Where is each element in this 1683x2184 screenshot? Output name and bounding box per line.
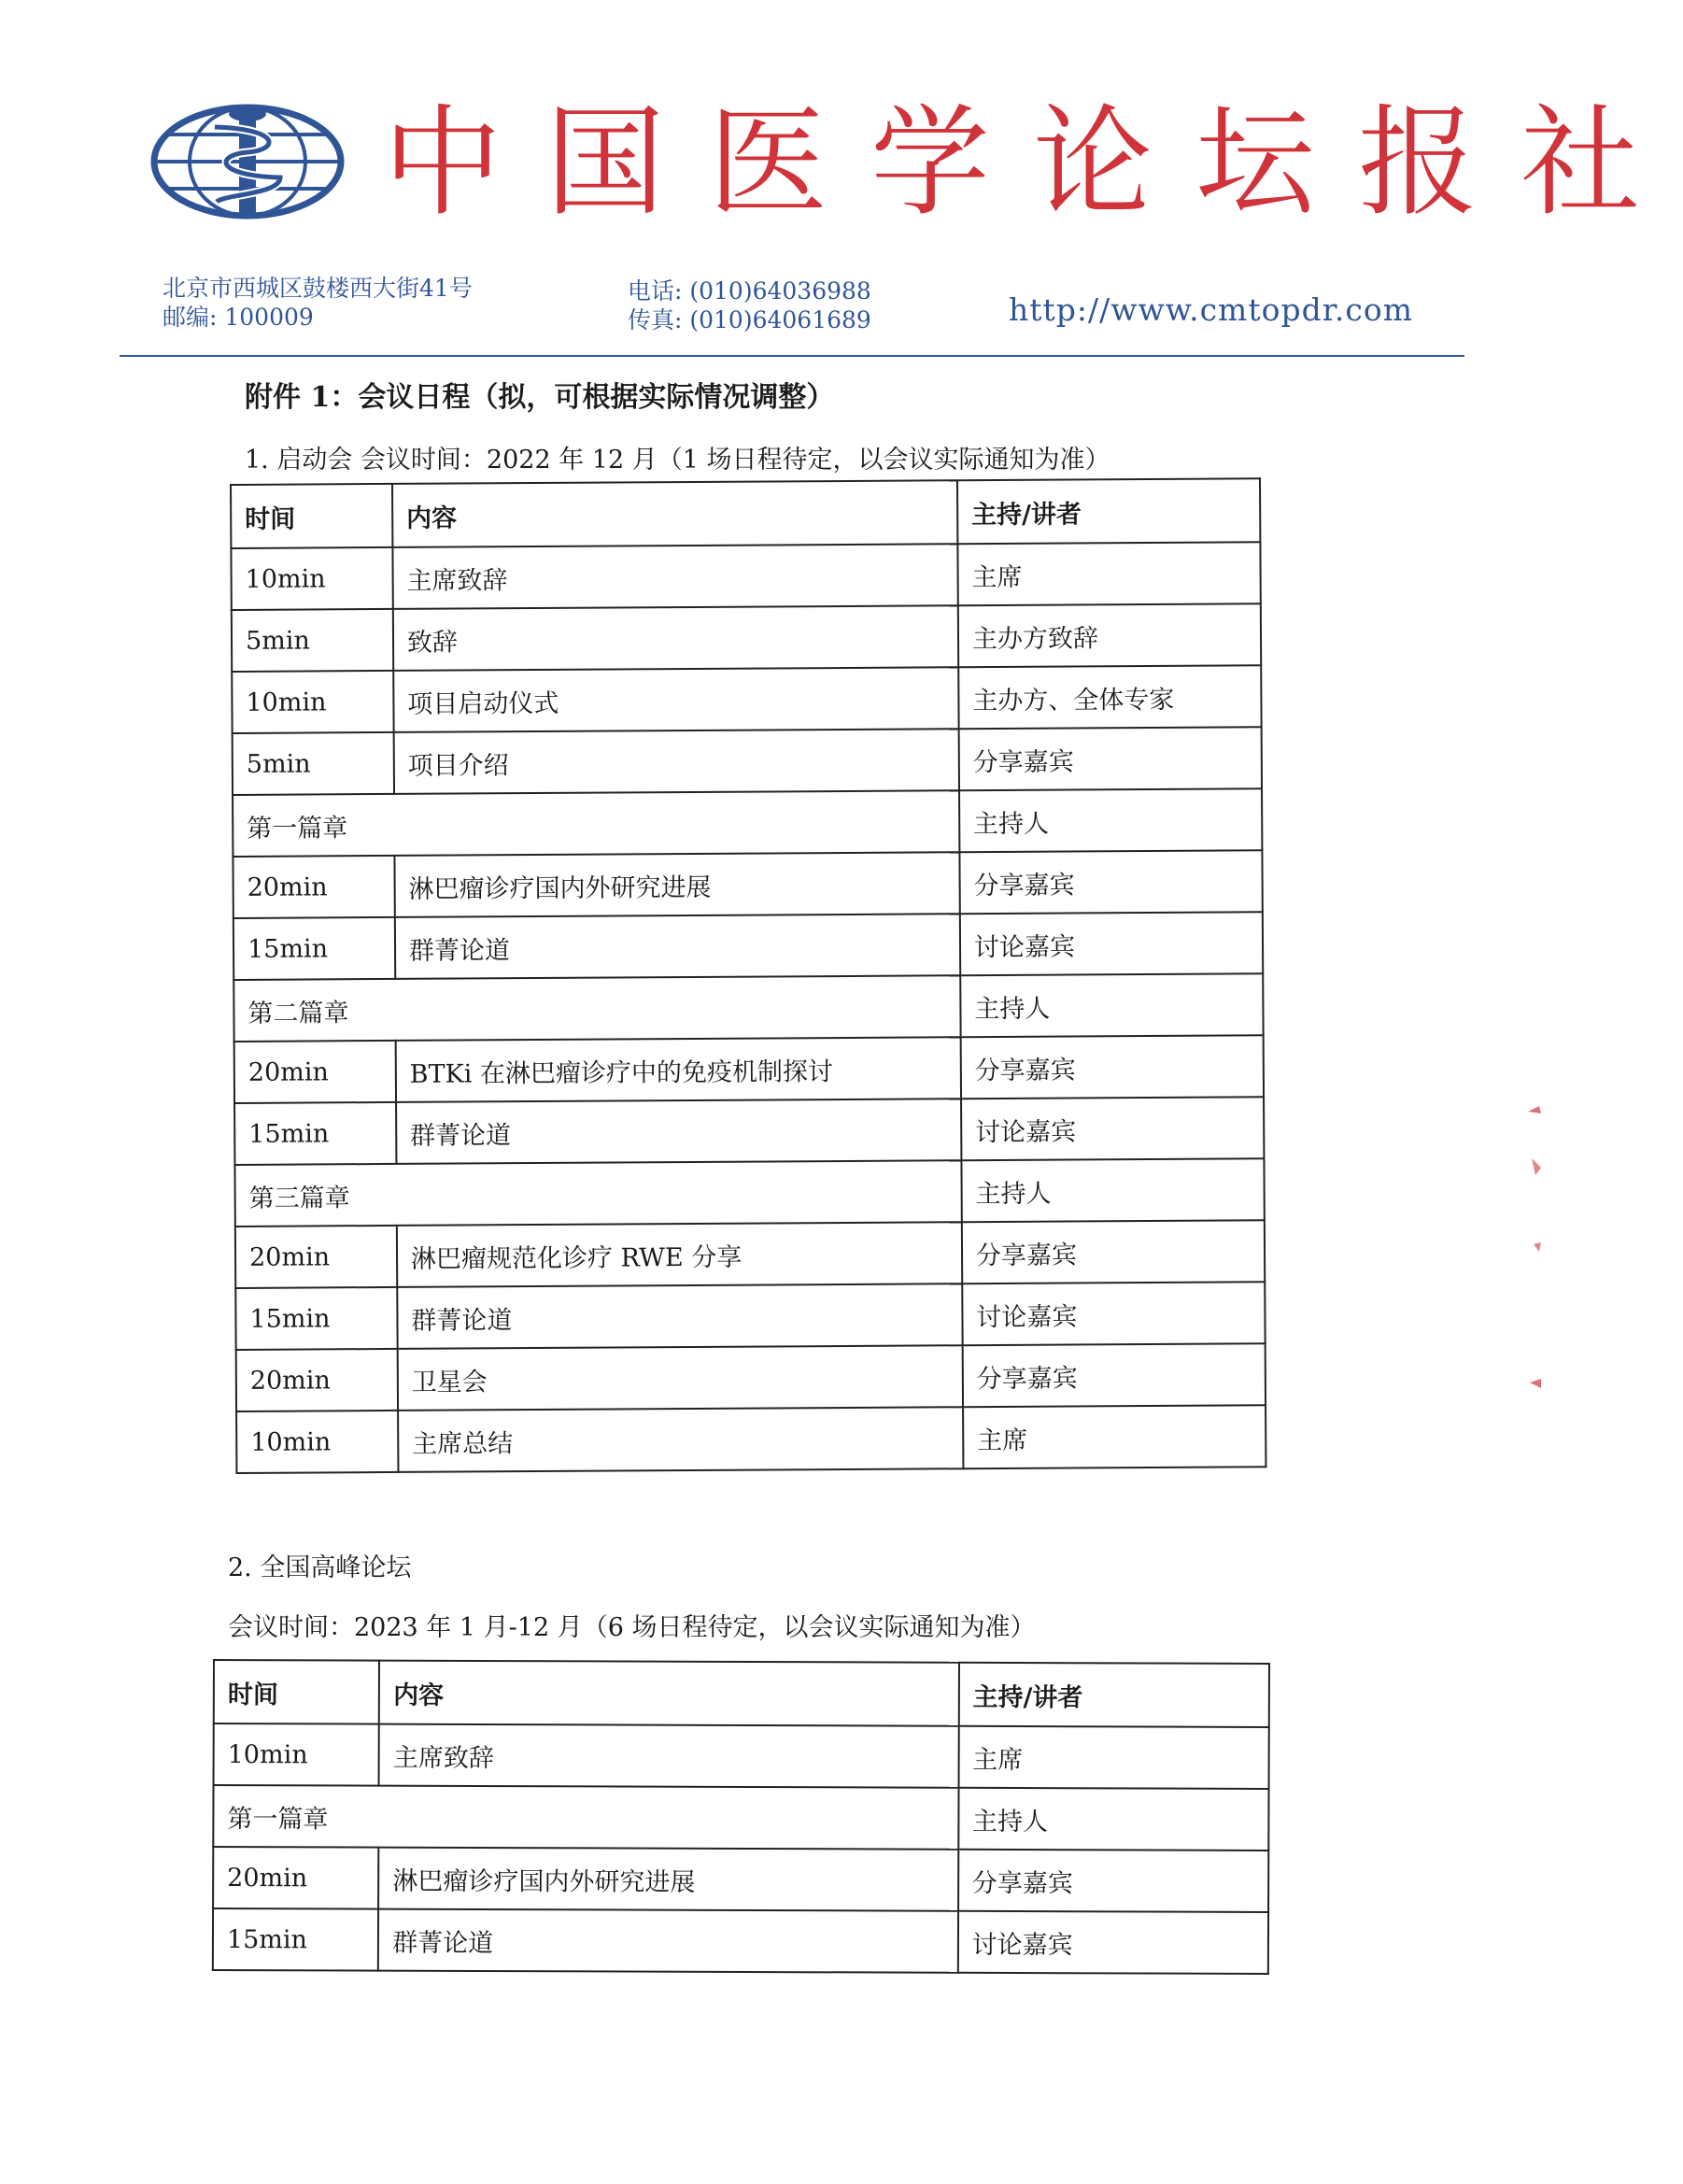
host-header: 主持/讲者 bbox=[958, 1663, 1269, 1727]
host-cell: 分享嘉宾 bbox=[961, 1035, 1265, 1099]
host-cell: 分享嘉宾 bbox=[962, 1220, 1266, 1283]
host-cell: 主席 bbox=[958, 1726, 1269, 1789]
host-cell: 讨论嘉宾 bbox=[962, 1282, 1266, 1345]
table-row bbox=[235, 1282, 1265, 1350]
chapter-label: 第二篇章 bbox=[233, 975, 960, 1042]
host-cell: 分享嘉宾 bbox=[958, 727, 1262, 790]
time-cell: 10min bbox=[236, 1411, 398, 1473]
org-name: 中国医学论坛报社 bbox=[383, 93, 1683, 233]
content-cell: 致辞 bbox=[393, 605, 958, 671]
content-cell: 项目介绍 bbox=[393, 729, 958, 794]
letterhead bbox=[0, 0, 1683, 374]
website-url: http://www.cmtopdr.com bbox=[1009, 291, 1414, 328]
letterhead-divider bbox=[120, 355, 1464, 357]
table-row bbox=[233, 727, 1262, 795]
content-cell: 淋巴瘤诊疗国内外研究进展 bbox=[394, 852, 959, 917]
table-row bbox=[233, 850, 1262, 918]
table-row bbox=[231, 542, 1260, 610]
host-cell: 分享嘉宾 bbox=[958, 1850, 1269, 1912]
host-cell: 主持人 bbox=[958, 1788, 1269, 1851]
host-cell: 分享嘉宾 bbox=[963, 1343, 1266, 1407]
table-row bbox=[214, 1723, 1269, 1789]
host-header: 主持/讲者 bbox=[957, 478, 1261, 544]
host-cell: 主办方致辞 bbox=[958, 603, 1262, 667]
host-cell: 主办方、全体专家 bbox=[958, 665, 1262, 729]
content-cell: 卫星会 bbox=[398, 1345, 963, 1411]
fax: 传真: (010)64061689 bbox=[628, 306, 871, 333]
time-cell: 20min bbox=[233, 856, 394, 918]
table-row bbox=[213, 1847, 1268, 1912]
globe-caduceus-logo-icon bbox=[149, 101, 346, 222]
time-cell: 5min bbox=[232, 609, 393, 672]
host-cell: 主持人 bbox=[961, 1158, 1265, 1222]
content-cell: 淋巴瘤规范化诊疗 RWE 分享 bbox=[397, 1222, 962, 1287]
chapter-label: 第一篇章 bbox=[233, 790, 959, 857]
chapter-row bbox=[233, 973, 1263, 1042]
time-cell: 20min bbox=[213, 1847, 378, 1909]
content-cell: 群菁论道 bbox=[397, 1283, 962, 1349]
table-row bbox=[234, 1097, 1264, 1165]
content-cell: 淋巴瘤诊疗国内外研究进展 bbox=[378, 1848, 958, 1911]
phone: 电话: (010)64036988 bbox=[628, 277, 871, 305]
address: 北京市西城区鼓楼西大街41号 bbox=[163, 275, 473, 302]
time-cell: 10min bbox=[214, 1723, 379, 1786]
postcode: 邮编: 100009 bbox=[163, 304, 314, 331]
host-cell: 主持人 bbox=[960, 973, 1264, 1037]
scan-edge-marks bbox=[1520, 1102, 1544, 1411]
attachment-heading: 附件 1：会议日程（拟，可根据实际情况调整） bbox=[245, 381, 835, 414]
host-cell: 讨论嘉宾 bbox=[961, 1097, 1265, 1160]
content-cell: 群菁论道 bbox=[396, 1099, 961, 1164]
host-cell: 主持人 bbox=[959, 788, 1263, 852]
time-cell: 15min bbox=[213, 1908, 378, 1971]
section2-title: 2. 全国高峰论坛 bbox=[228, 1553, 412, 1582]
section2-schedule-table bbox=[212, 1659, 1270, 1975]
content-cell: 群菁论道 bbox=[378, 1909, 958, 1973]
host-cell: 主席 bbox=[957, 542, 1261, 605]
content-cell: 项目启动仪式 bbox=[393, 667, 958, 732]
time-header: 时间 bbox=[214, 1660, 379, 1724]
chapter-row bbox=[213, 1785, 1268, 1851]
content-cell: 群菁论道 bbox=[395, 914, 960, 979]
time-cell: 10min bbox=[232, 671, 393, 733]
table-row bbox=[235, 1220, 1265, 1288]
chapter-row bbox=[233, 788, 1262, 857]
time-cell: 15min bbox=[234, 1102, 396, 1165]
time-cell: 20min bbox=[234, 1041, 396, 1103]
host-cell: 讨论嘉宾 bbox=[957, 1911, 1268, 1974]
chapter-label: 第一篇章 bbox=[213, 1785, 958, 1850]
content-cell: BTKi 在淋巴瘤诊疗中的免疫机制探讨 bbox=[396, 1037, 961, 1102]
table-header-row bbox=[214, 1660, 1269, 1727]
time-cell: 5min bbox=[233, 732, 394, 795]
time-cell: 10min bbox=[231, 547, 392, 610]
content-header: 内容 bbox=[392, 480, 957, 547]
table-row bbox=[233, 912, 1263, 980]
section1-title: 1. 启动会 会议时间：2022 年 12 月（1 场日程待定，以会议实际通知为准） bbox=[245, 446, 1110, 475]
time-cell: 20min bbox=[235, 1226, 397, 1288]
section1-schedule-table bbox=[230, 477, 1266, 1474]
table-row bbox=[213, 1908, 1268, 1974]
time-cell: 15min bbox=[235, 1287, 397, 1350]
table-row bbox=[232, 665, 1261, 733]
table-header-row bbox=[231, 478, 1260, 548]
content-cell: 主席总结 bbox=[398, 1407, 963, 1472]
table-row bbox=[232, 603, 1261, 672]
host-cell: 分享嘉宾 bbox=[959, 850, 1263, 914]
chapter-row bbox=[234, 1158, 1264, 1227]
host-cell: 讨论嘉宾 bbox=[960, 912, 1264, 975]
time-header: 时间 bbox=[231, 484, 392, 548]
section2-time: 会议时间：2023 年 1 月-12 月（6 场日程待定，以会议实际通知为准） bbox=[228, 1613, 1036, 1642]
chapter-label: 第三篇章 bbox=[234, 1160, 961, 1227]
table-row bbox=[236, 1343, 1266, 1411]
content-cell: 主席致辞 bbox=[392, 544, 957, 609]
time-cell: 20min bbox=[236, 1349, 398, 1411]
host-cell: 主席 bbox=[963, 1405, 1266, 1468]
table-row bbox=[236, 1405, 1266, 1473]
content-header: 内容 bbox=[379, 1661, 959, 1726]
content-cell: 主席致辞 bbox=[379, 1724, 959, 1788]
table-row bbox=[234, 1035, 1264, 1103]
time-cell: 15min bbox=[233, 917, 395, 980]
